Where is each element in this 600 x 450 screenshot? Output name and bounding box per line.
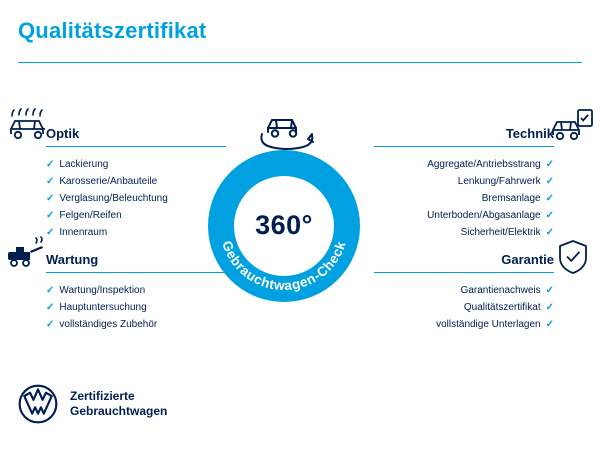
footer-line-1: Zertifizierte	[70, 389, 135, 403]
list-item-label: Aggregate/Antriebsstrang	[427, 159, 541, 170]
list-item-label: Hauptuntersuchung	[59, 302, 147, 313]
check-icon: ✓	[46, 285, 55, 296]
check-icon: ✓	[46, 159, 55, 170]
check-icon: ✓	[545, 302, 554, 313]
list-item	[374, 224, 554, 241]
oil-can-icon	[6, 236, 50, 273]
section-wartung-title: Wartung	[46, 252, 226, 273]
list-item-label: vollständige Unterlagen	[436, 319, 541, 330]
check-icon: ✓	[545, 319, 554, 330]
list-item	[374, 299, 554, 316]
check-icon: ✓	[46, 319, 55, 330]
check-icon: ✓	[46, 176, 55, 187]
svg-text:Gebrauchtwagen-Check: Gebrauchtwagen-Check	[219, 238, 349, 294]
footer	[18, 384, 167, 424]
list-item	[46, 299, 226, 316]
footer-text	[70, 389, 167, 419]
title-divider	[18, 62, 582, 63]
check-icon: ✓	[545, 285, 554, 296]
section-garantie-list	[374, 273, 554, 333]
check-icon: ✓	[46, 302, 55, 313]
section-technik-title: Technik	[374, 126, 554, 147]
list-item	[374, 156, 554, 173]
vw-logo	[18, 384, 58, 424]
list-item	[374, 207, 554, 224]
list-item	[46, 282, 226, 299]
footer-line-2: Gebrauchtwagen	[70, 404, 168, 418]
check-icon: ✓	[545, 227, 554, 238]
list-item-label: Felgen/Reifen	[59, 210, 122, 221]
check-icon: ✓	[545, 176, 554, 187]
badge-center-label: 360°	[255, 210, 313, 240]
list-item-label: Qualitätszertifikat	[463, 302, 541, 313]
section-optik-title: Optik	[46, 126, 226, 147]
check-icon: ✓	[545, 159, 554, 170]
list-item-label: Bremsanlage	[481, 193, 541, 204]
list-item-label: Lackierung	[59, 159, 109, 170]
list-item	[46, 173, 226, 190]
section-technik	[374, 126, 554, 241]
list-item	[46, 190, 226, 207]
car-checklist-icon	[550, 108, 594, 149]
shield-check-icon	[556, 238, 590, 281]
list-item	[374, 173, 554, 190]
list-item	[374, 316, 554, 333]
section-garantie	[374, 252, 554, 333]
check-icon: ✓	[46, 193, 55, 204]
list-item-label: Sicherheit/Elektrik	[460, 227, 541, 238]
page-title: Qualitätszertifikat	[18, 18, 207, 43]
list-item	[46, 156, 226, 173]
section-wartung-list	[46, 273, 226, 333]
section-garantie-title: Garantie	[374, 252, 554, 273]
gebrauchtwagen-check-badge	[208, 150, 360, 302]
car-wash-icon	[6, 108, 50, 149]
list-item	[46, 224, 226, 241]
list-item-label: Wartung/Inspektion	[59, 285, 146, 296]
list-item-label: Lenkung/Fahrwerk	[457, 176, 541, 187]
list-item-label: Verglasung/Beleuchtung	[59, 193, 168, 204]
list-item	[46, 207, 226, 224]
list-item-label: Innenraum	[59, 227, 108, 238]
section-optik	[46, 126, 226, 241]
section-wartung	[46, 252, 226, 333]
check-icon: ✓	[545, 210, 554, 221]
list-item	[46, 316, 226, 333]
check-icon: ✓	[46, 227, 55, 238]
list-item	[374, 282, 554, 299]
check-icon: ✓	[46, 210, 55, 221]
list-item-label: Unterboden/Abgasanlage	[427, 210, 541, 221]
section-optik-list	[46, 147, 226, 241]
section-technik-list	[374, 147, 554, 241]
list-item-label: Karosserie/Anbauteile	[59, 176, 158, 187]
list-item-label: Garantienachweis	[460, 285, 541, 296]
check-icon: ✓	[545, 193, 554, 204]
list-item	[374, 190, 554, 207]
list-item-label: vollständiges Zubehör	[59, 319, 158, 330]
